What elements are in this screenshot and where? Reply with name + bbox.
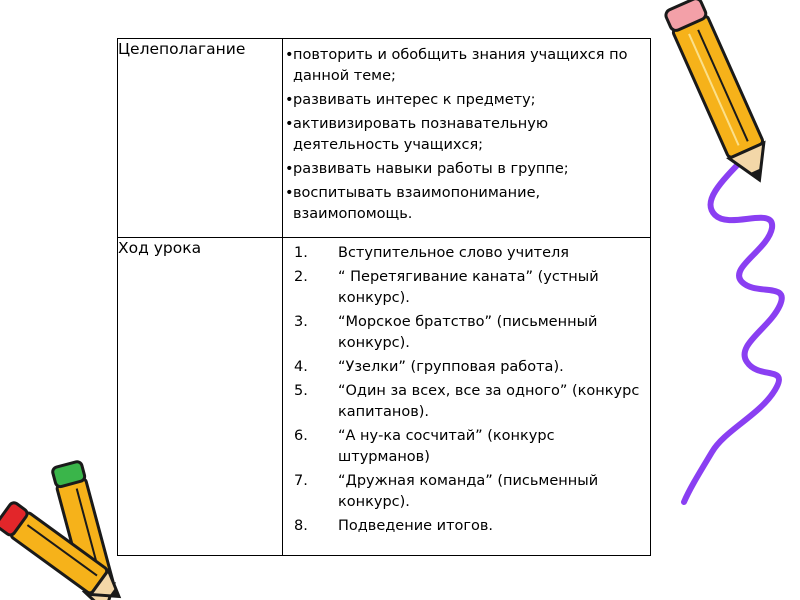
step-text: Подведение итогов. — [338, 518, 494, 534]
pencil-icon — [664, 0, 778, 189]
goal-item — [285, 45, 646, 87]
step-item — [283, 267, 646, 309]
step-text: “Дружная команда” (письменный конкурс). — [338, 473, 599, 510]
goal-item — [285, 183, 646, 225]
steps-list — [283, 238, 651, 556]
goal-item — [285, 90, 646, 111]
goal-item — [285, 114, 646, 156]
bullet-icon: • — [285, 92, 294, 108]
step-item — [283, 381, 646, 423]
bullet-icon: • — [285, 47, 294, 63]
bullet-icon: • — [285, 185, 294, 201]
step-number: 7. — [294, 473, 308, 489]
step-item — [283, 471, 646, 513]
step-number: 2. — [294, 269, 308, 285]
step-text: Вступительное слово учителя — [338, 245, 569, 261]
step-text: “ Перетягивание каната” (устный конкурс). — [338, 269, 599, 306]
goal-text: повторить и обобщить знания учащихся по данной теме; — [293, 47, 628, 84]
table-row-goals — [118, 39, 651, 238]
step-number: 8. — [294, 518, 308, 534]
step-number: 3. — [294, 314, 308, 330]
lesson-plan-table — [117, 38, 651, 556]
step-item — [283, 243, 646, 264]
step-item — [283, 357, 646, 378]
step-number: 6. — [294, 428, 308, 444]
step-item — [283, 312, 646, 354]
goal-text: развивать интерес к предмету; — [293, 92, 536, 108]
step-number: 4. — [294, 359, 308, 375]
scribble-icon — [684, 150, 782, 502]
step-number: 5. — [294, 383, 308, 399]
goal-item — [285, 159, 646, 180]
goal-text: развивать навыки работы в группе; — [293, 161, 569, 177]
row-label-steps: Ход урока — [118, 238, 283, 556]
row-label-goals: Целеполагание — [118, 39, 283, 238]
bullet-icon: • — [285, 161, 294, 177]
step-number: 1. — [294, 245, 308, 261]
goals-list — [283, 39, 651, 238]
step-text: “Узелки” (групповая работа). — [338, 359, 564, 375]
step-text: “Морское братство” (письменный конкурс). — [338, 314, 598, 351]
step-item — [283, 426, 646, 468]
table-row-lesson-steps — [118, 238, 651, 556]
step-text: “А ну-ка сосчитай” (конкурс штурманов) — [338, 428, 555, 465]
step-text: “Один за всех, все за одного” (конкурс капитанов). — [338, 383, 640, 420]
goal-text: активизировать познавательную деятельность учащихся; — [293, 116, 549, 153]
step-item — [283, 516, 646, 537]
goal-text: воспитывать взаимопонимание, взаимопомощь. — [293, 185, 541, 222]
bullet-icon: • — [285, 116, 294, 132]
